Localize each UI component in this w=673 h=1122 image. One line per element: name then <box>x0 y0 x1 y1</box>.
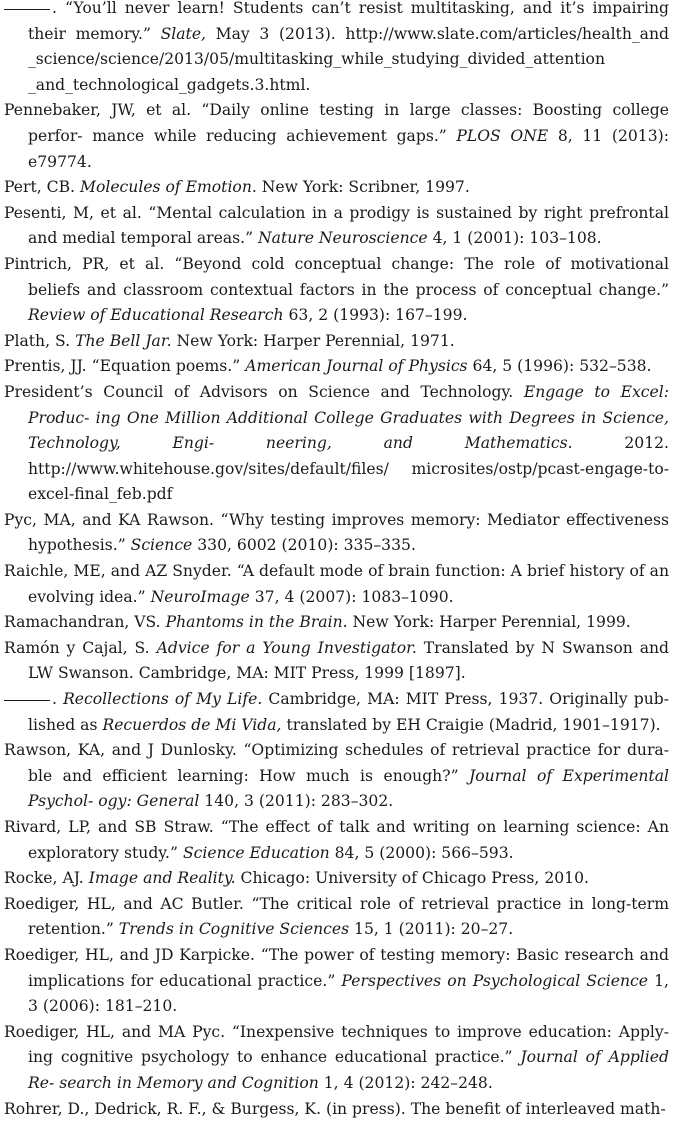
reference-entry <box>4 0 669 98</box>
same-author-dash <box>4 9 50 10</box>
reference-entry <box>4 380 669 508</box>
reference-title-italic: Science <box>130 536 193 555</box>
reference-text: “Equation poems.” <box>86 357 246 376</box>
reference-entry <box>4 610 669 636</box>
reference-author: Ramón y Cajal, S. <box>4 638 150 657</box>
reference-text: 2012. http://www.whitehouse.gov/sites/default/files/ microsites/ostp/pcast-engage-to-excel-final_feb.pdf <box>28 434 669 504</box>
reference-entry <box>4 892 669 943</box>
reference-entry <box>4 201 669 252</box>
reference-text: “The effect of talk and writing on learning science: An exploratory study.” <box>28 818 669 862</box>
reference-title-italic: Recollections of My Life. <box>63 690 263 709</box>
reference-text <box>513 383 524 401</box>
reference-entry <box>4 738 669 815</box>
reference-text: 84, 5 (2000): 566–593. <box>329 843 514 862</box>
reference-entry <box>4 943 669 1020</box>
reference-text: 1, 3 (2006): 181–210. <box>28 971 669 1016</box>
reference-author: Roediger, HL, and JD Karpicke. <box>4 945 255 964</box>
reference-entry <box>4 866 669 892</box>
reference-text: “Daily online testing in large classes: Boosting college perfor- mance while reducing achievement gaps.” <box>28 101 669 145</box>
reference-title-italic: Trends in Cognitive Sciences <box>118 920 350 939</box>
reference-title-italic: Phantoms in the Brain. <box>165 613 348 632</box>
reference-text: “The power of testing memory: Basic research and implications for educational practice.” <box>28 945 669 990</box>
reference-entry <box>4 687 669 738</box>
reference-entry <box>4 636 669 687</box>
reference-text: May 3 (2013). http://www.slate.com/articles/health_and _science/science/2013/05/multitasking_while_studying_divided_attention _and_technological_gadgets.3.html. <box>28 24 669 94</box>
reference-text: 330, 6002 (2010): 335–335. <box>192 536 416 555</box>
reference-author: Rivard, LP, and SB Straw. <box>4 818 214 836</box>
reference-text: (in press). The benefit of interleaved math- <box>321 1099 666 1118</box>
reference-title-italic: Engage to Excel: Produc- ing One Million Additional College Graduates with Degrees in Science, Technology, Engi- neering, and Mathematics. <box>28 382 669 453</box>
reference-text: “A default mode of brain function: A brief history of an evolving idea.” <box>28 562 670 606</box>
reference-entry <box>4 1020 669 1097</box>
reference-entry <box>4 815 669 866</box>
reference-text: 1, 4 (2012): 242–248. <box>318 1073 493 1092</box>
reference-title-italic: Image and Reality. <box>88 869 236 888</box>
reference-text: 140, 3 (2011): 283–302. <box>199 792 394 811</box>
reference-title-italic: American Journal of Physics <box>245 357 468 376</box>
reference-title-italic: Perspectives on Psychological Science <box>341 971 648 990</box>
reference-author: Prentis, JJ. <box>4 357 87 376</box>
same-author-dash <box>4 700 50 701</box>
reference-text: 37, 4 (2007): 1083–1090. <box>249 587 454 606</box>
reference-entry <box>4 354 669 380</box>
reference-title-italic: Nature Neuroscience <box>258 229 428 248</box>
reference-author: Pesenti, M, et al. <box>4 203 142 222</box>
reference-author: Roediger, HL, and AC Butler. <box>4 894 244 913</box>
reference-entry <box>4 1097 669 1122</box>
reference-text: 4, 1 (2001): 103–108. <box>427 229 602 248</box>
reference-text: . <box>52 690 64 709</box>
reference-author: Ramachandran, VS. <box>4 613 161 632</box>
reference-entry <box>4 508 669 559</box>
reference-list <box>4 0 669 1122</box>
reference-entry <box>4 175 669 201</box>
reference-entry <box>4 98 669 175</box>
reference-text: 64, 5 (1996): 532–538. <box>467 357 652 376</box>
reference-author: Rocke, AJ. <box>4 869 84 888</box>
reference-text: New York: Harper Perennial, 1999. <box>347 613 631 632</box>
reference-text: Translated by N Swanson and LW Swanson. Cambridge, MA: MIT Press, 1999 [1897]. <box>28 638 670 683</box>
reference-text: Chicago: University of Chicago Press, 2010. <box>235 869 589 888</box>
reference-title-italic: Review of Educational Research <box>28 306 284 325</box>
reference-text: “Inexpensive techniques to improve education: Apply- ing cognitive psychology to enhance educational practice.” <box>28 1022 669 1067</box>
reference-text: “Why testing improves memory: Mediator effectiveness hypothesis.” <box>28 510 669 555</box>
reference-title-italic: NeuroImage <box>150 587 250 606</box>
reference-title-italic: Journal of Applied Re- search in Memory and Cognition <box>28 1048 669 1092</box>
reference-text: translated by EH Craigie (Madrid, 1901–1917). <box>281 715 661 734</box>
reference-title-italic: Molecules of Emotion. <box>79 178 257 197</box>
reference-text: 63, 2 (1993): 167–199. <box>283 306 468 325</box>
reference-title-italic: PLOS ONE <box>456 126 549 145</box>
reference-text: “The critical role of retrieval practice in long-term retention.” <box>28 894 670 939</box>
reference-text: “Beyond cold conceptual change: The role of motivational beliefs and classroom contextual factors in the process of conceptual change.” <box>28 254 669 299</box>
reference-text: Cambridge, MA: MIT Press, 1937. Originally pub- lished as <box>28 690 670 734</box>
reference-title-italic: Advice for a Young Investigator. <box>156 638 417 657</box>
reference-entry <box>4 559 669 610</box>
reference-author: Pennebaker, JW, et al. <box>4 101 192 120</box>
reference-title-italic: The Bell Jar. <box>75 331 172 350</box>
reference-author: President’s Council of Advisors on Science and Technology. <box>4 382 514 401</box>
reference-text: New York: Scribner, 1997. <box>256 178 470 197</box>
reference-text: “Mental calculation in a prodigy is sustained by right prefrontal and medial temporal areas.” <box>28 203 669 248</box>
reference-text: . “You’ll never learn! Students can’t resist multitasking, and it’s impairing their memory.” <box>28 0 669 43</box>
reference-entry <box>4 329 669 355</box>
reference-author: Rohrer, D., Dedrick, R. F., & Burgess, K. <box>4 1099 322 1118</box>
reference-author: Rawson, KA, and J Dunlosky. <box>4 741 237 760</box>
reference-author: Roediger, HL, and MA Pyc. <box>4 1022 226 1041</box>
reference-text: 8, 11 (2013): e79774. <box>28 126 669 171</box>
reference-author: Pert, CB. <box>4 178 76 197</box>
reference-author: Raichle, ME, and AZ Snyder. <box>4 562 232 581</box>
reference-title-italic: Slate, <box>160 24 207 43</box>
reference-text: “Optimizing schedules of retrieval practice for dura- ble and efficient learning: How much is enough?” <box>28 741 669 785</box>
reference-title-italic: Science Education <box>182 843 330 862</box>
reference-text: 15, 1 (2011): 20–27. <box>349 920 514 939</box>
reference-text: New York: Harper Perennial, 1971. <box>171 331 455 350</box>
reference-text <box>150 639 157 657</box>
reference-title-italic: Recuerdos de Mi Vida, <box>102 715 282 734</box>
reference-author: Plath, S. <box>4 331 71 350</box>
reference-author: Pyc, MA, and KA Rawson. <box>4 510 215 529</box>
reference-entry <box>4 252 669 329</box>
reference-title-italic: Journal of Experimental Psychol- ogy: General <box>28 766 669 811</box>
reference-author: Pintrich, PR, et al. <box>4 254 165 273</box>
